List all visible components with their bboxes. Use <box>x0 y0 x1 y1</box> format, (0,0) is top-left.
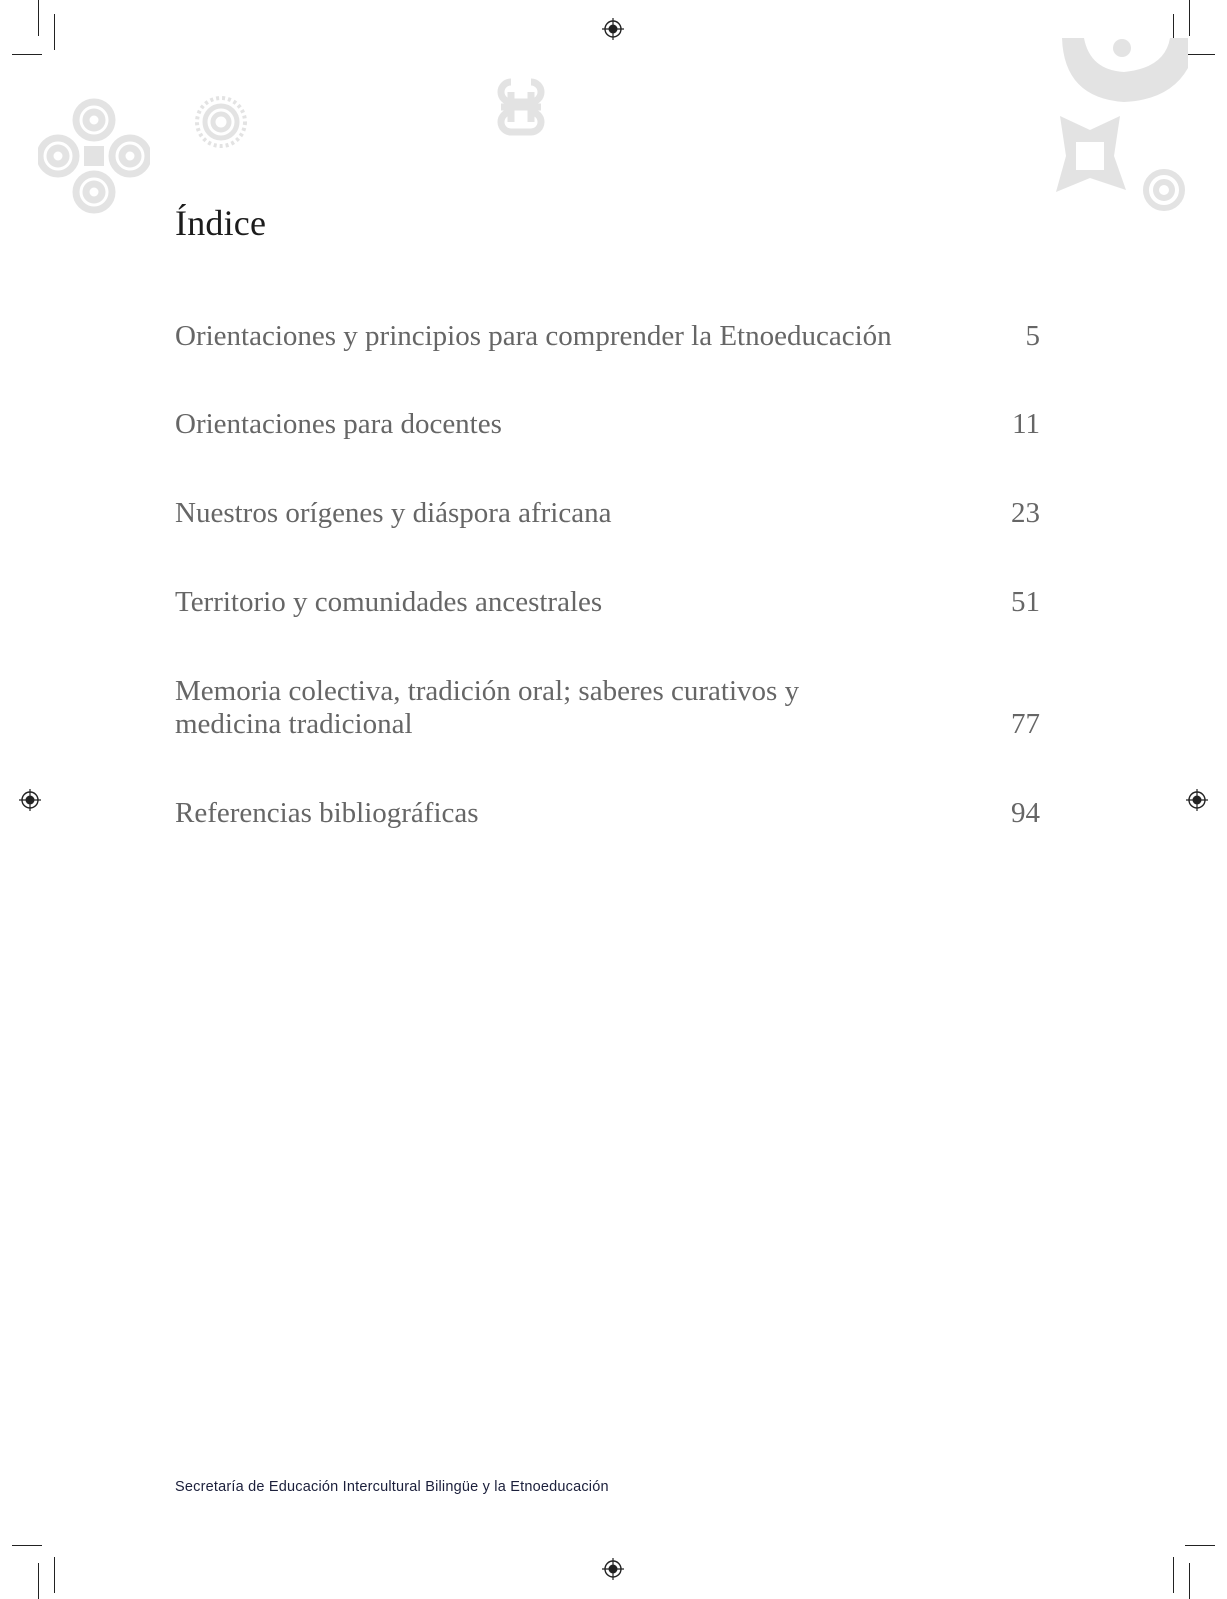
registration-mark-icon <box>602 18 624 40</box>
crop-mark <box>12 54 42 55</box>
crop-mark <box>1185 54 1215 55</box>
toc-entry-page: 77 <box>1011 708 1040 740</box>
spiral-cluster-ornament-icon <box>38 96 150 216</box>
spiral-ornament-icon <box>1140 160 1188 240</box>
crop-mark <box>54 1557 55 1593</box>
toc-entry[interactable] <box>175 320 1040 353</box>
toc-entry[interactable] <box>175 497 1040 530</box>
page-footer: Secretaría de Educación Intercultural Bilingüe y la Etnoeducación <box>175 1479 609 1495</box>
crop-mark <box>54 14 55 50</box>
toc-entry-label: Memoria colectiva, tradición oral; saberes curativos y medicina tradicional <box>175 675 800 740</box>
toc-entry-label: Nuestros orígenes y diáspora africana <box>175 497 612 529</box>
toc-entry-label: Territorio y comunidades ancestrales <box>175 586 603 618</box>
toc-entry-page: 51 <box>1011 586 1040 618</box>
toc-entry-page: 23 <box>1011 497 1040 529</box>
toc-entry[interactable] <box>175 797 1040 830</box>
toc-entry-page: 11 <box>1012 408 1040 440</box>
toc-entry[interactable] <box>175 675 1040 741</box>
concentric-spiral-ornament-icon <box>194 95 248 149</box>
crop-mark <box>38 1563 39 1599</box>
star-frame-ornament-icon <box>1050 116 1130 196</box>
toc-entry-label: Referencias bibliográficas <box>175 797 479 829</box>
registration-mark-icon <box>1186 789 1208 811</box>
knot-ornament-icon <box>486 72 556 142</box>
toc-entry[interactable] <box>175 586 1040 619</box>
crop-mark <box>1189 0 1190 36</box>
crescent-ornament-icon <box>1060 38 1188 108</box>
registration-mark-icon <box>19 789 41 811</box>
toc-entry-page: 5 <box>1025 320 1040 352</box>
page-title: Índice <box>175 203 267 243</box>
crop-mark <box>12 1545 42 1546</box>
toc-entry-label: Orientaciones para docentes <box>175 408 502 440</box>
toc-entry-label: Orientaciones y principios para comprender la Etnoeducación <box>175 320 892 352</box>
crop-mark <box>1189 1563 1190 1599</box>
crop-mark <box>1173 1557 1174 1593</box>
registration-mark-icon <box>602 1558 624 1580</box>
crop-mark <box>38 0 39 36</box>
toc-entry-page: 94 <box>1011 797 1040 829</box>
crop-mark <box>1185 1545 1215 1546</box>
toc-entry[interactable] <box>175 408 1040 441</box>
